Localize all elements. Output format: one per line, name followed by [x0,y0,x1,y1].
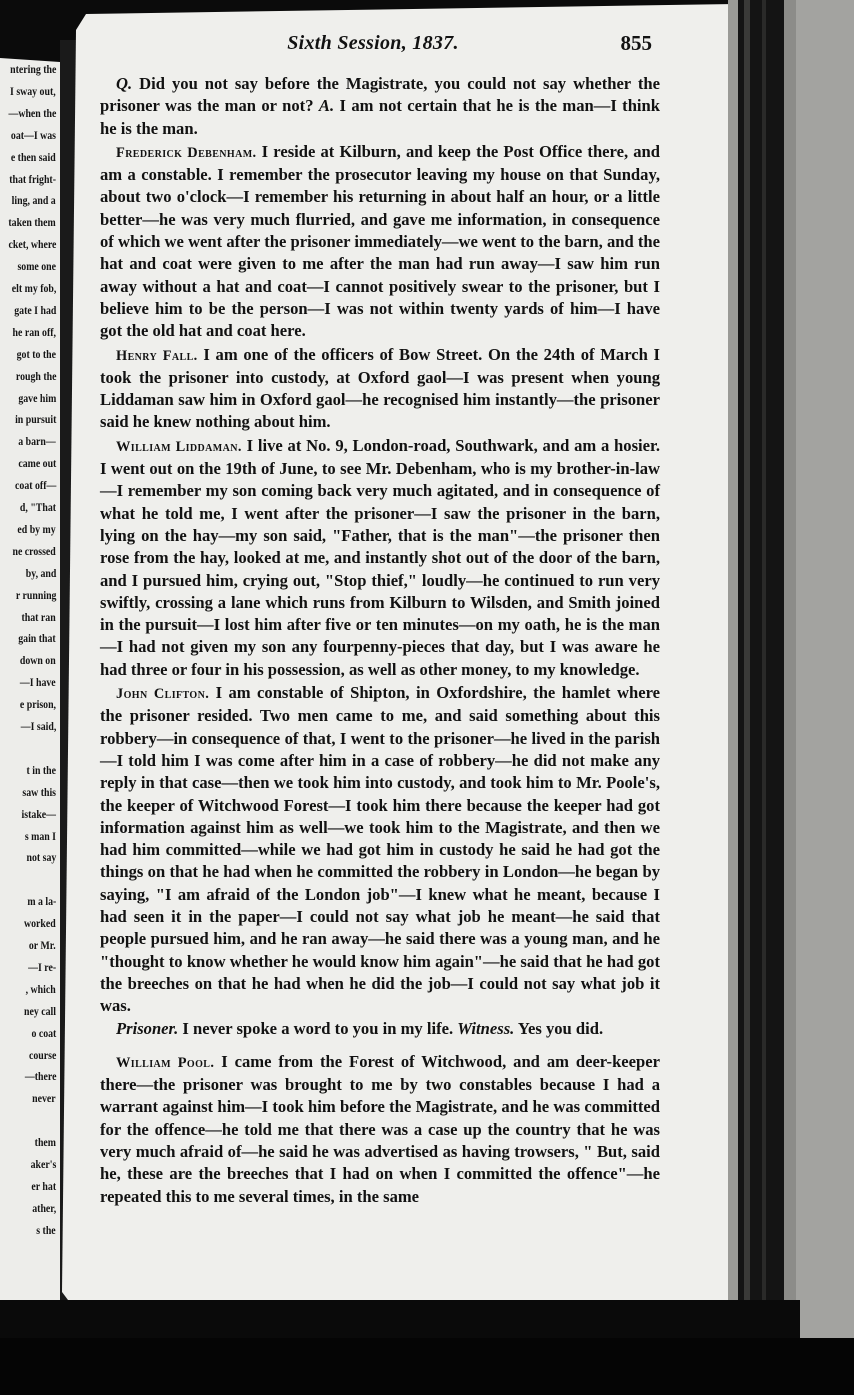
speaker-label: A. [318,96,335,116]
facing-page-line: taken them [8,215,56,230]
facing-page-line: rough the [15,368,56,383]
speaker-label: Henry Fall. [116,347,198,364]
facing-page-line: m a la- [27,894,56,909]
facing-page-line: got to the [16,346,56,361]
facing-page-line: r running [15,587,56,602]
facing-page-line: d, "That [19,500,56,514]
facing-page-line: came out [18,456,56,471]
page-number: 855 [620,31,652,55]
facing-page-line: ed by my [17,521,56,536]
testimony-text-run: I am not certain that he is the man—I think he is the man. [100,96,660,138]
facing-page-line: them [34,1135,56,1150]
facing-page-line: s man I [24,828,56,843]
speaker-label: Witness. [457,1019,515,1039]
facing-page-line: coat off— [14,478,56,493]
testimony-text-run: I reside at Kilburn, and keep the Post Office there, and am a constable. I remember the prosecutor leaving my house on that Sunday, about two o'clock—I remember his returning in about half an hour, or a little better—he was very much flurried, and gave me information, in consequence of which we went after the prisoner immediately—we went to the barn, and the hat and coat were given to me after the man had run away—I saw him run away without a hat and coat—I cannot positively swear to the prisoner, but I believe him to be the person—I was not within twenty yards of him—I have got the old hat and coat here. [100,141,661,341]
facing-page-fragments [0,62,64,1292]
facing-page-line: aker's [30,1157,56,1171]
facing-page-line: a barn— [18,434,56,449]
session-title: Sixth Session, 1837. [287,32,459,54]
testimony-text-run: Did you not say before the Magistrate, you could not say whether the prisoner was the man or not? [100,74,660,116]
facing-page-line: —I have [20,675,56,690]
facing-page-line: worked [24,916,56,931]
testimony-text-run: I am one of the officers of Bow Street. On the 24th of March I took the prisoner into custody, at Oxford gaol—I was present when young Liddaman saw him in Oxford gaol—he recognised him instantly—the prisoner said he knew nothing about him. [100,344,661,432]
facing-page-line: ntering the [9,62,56,76]
testimony-text-run: I came from the Forest of Witchwood, and am deer-keeper there—the prisoner was brought to me by two constables because I had a warrant against him—I took him before the Magistrate, and he was committed for the offence—he told me that there was a case up the country that he was very much afraid of—he said he was advertised as having trowsers, " But, said he, these are the breeches that I had on when I committed the offence"—he repeated this to me several times, in the same [100,1051,660,1206]
facing-page-line: e prison, [19,697,56,712]
facing-page-line: gave him [17,390,56,405]
facing-page-line: istake— [21,806,56,821]
facing-page-line: that fright- [9,171,56,186]
facing-page-line: some one [17,259,56,274]
testimony-text-run: I never spoke a word to you in my life. [178,1019,458,1039]
facing-page-line: that ran [21,609,56,624]
facing-page-line: saw this [22,784,56,799]
facing-page-line: never [32,1091,56,1106]
facing-page-line: gain that [18,631,56,646]
testimony-text-run: Yes you did. [514,1019,604,1039]
testimony-text-run: I live at No. 9, London-road, Southwark, and am a hosier. I went out on the 19th of June, to see Mr. Debenham, who is my brother-in-law—I remember my son coming back very much agitated, and in consequence of what he told me, I went after the prisoner—I saw the prisoner in the barn, lying on the hay—my son said, "Father, that is the man"—the prisoner then rose from the hay, looked at me, and instantly shot out of the door of the barn, and I pursued him, crying out, "Stop thief," loudly—he continued to run very swiftly, crossing a lane which runs from Kilburn to Wilsden, and Smith joined in the pursuit—I lost him after five or ten minutes—on my oath, he is the man—I had not given my son any fourpenny-pieces that day, but I was aware he had three or four in his possession, as well as other money, to my knowledge. [100,435,660,679]
facing-page-line: —there [24,1069,56,1084]
facing-page-line: oat—I was [10,127,56,142]
facing-page-line: —I said, [20,719,56,733]
running-header [88,28,658,64]
facing-page-line: in pursuit [14,412,56,427]
facing-page-line: er hat [31,1178,56,1193]
speaker-label: William Pool. [116,1054,215,1071]
testimony-paragraph [100,1051,660,1208]
facing-page-line: elt my fob, [11,281,56,295]
facing-page-line: gate I had [13,302,56,317]
facing-page-line: —I re- [28,959,56,974]
facing-page-line: ney call [24,1003,56,1018]
facing-page-line: —when the [8,105,56,120]
facing-page-line: course [28,1047,56,1062]
testimony-paragraph [100,435,660,681]
facing-page-line: by, and [25,565,56,580]
facing-page-line: or Mr. [29,938,56,952]
testimony-text-run: I am constable of Shipton, in Oxfordshire, the hamlet where the prisoner resided. Two men came to me, and said something about this robbery—in consequence of that, I went to the prisoner—he lived in the parish—I told him I was come after him in a case of robbery—he did not make any reply in that case—then we took him into custody, and took him to Mr. Poole's, the keeper of Witchwood Forest—I took him there because the keeper had got information against him as well—we took him to the Magistrate, and then we had him committed—while we had got him in custody he said he had got the things on that he had when he committed the robbery in London—he began by saying, "I am afraid of the London job"—I knew what he meant, because I had seen it in the paper—I could not say what job he meant—he said that people pursued him, and he ran away—he said there was a young man, and he "thought to know whether he would know him again"—he said that he had got the breeches on that he had when he did the job—I could not say what job it was. [100,683,660,1016]
facing-page-line: not say [26,850,56,865]
facing-page-line: he ran off, [12,324,56,339]
facing-page-line: ne crossed [12,543,56,558]
testimony-paragraph [100,682,660,1017]
testimony-paragraph [100,344,660,434]
facing-page-line: ather, [32,1200,56,1215]
speaker-label: William Liddaman. [116,438,242,455]
facing-page-line: o coat [31,1025,56,1040]
facing-page-line: down on [20,653,56,668]
speaker-label: Prisoner. [116,1019,179,1039]
speaker-label: Q. [116,74,133,93]
speaker-label: Frederick Debenham. [116,144,257,161]
facing-page-line: , which [25,981,56,996]
testimony-paragraph [100,1018,660,1040]
testimony-paragraph [100,73,660,140]
facing-page-line: I sway out, [10,83,56,98]
speaker-label: John Clifton. [116,686,210,703]
facing-page-line: cket, where [8,237,56,252]
testimony-text [100,73,660,1208]
facing-page-line: t in the [26,762,56,777]
testimony-paragraph [100,141,660,343]
facing-page-line: s the [36,1222,56,1237]
document-page [88,28,661,1258]
facing-page-line: e then said [11,149,56,164]
facing-page-line: ling, and a [11,193,56,208]
